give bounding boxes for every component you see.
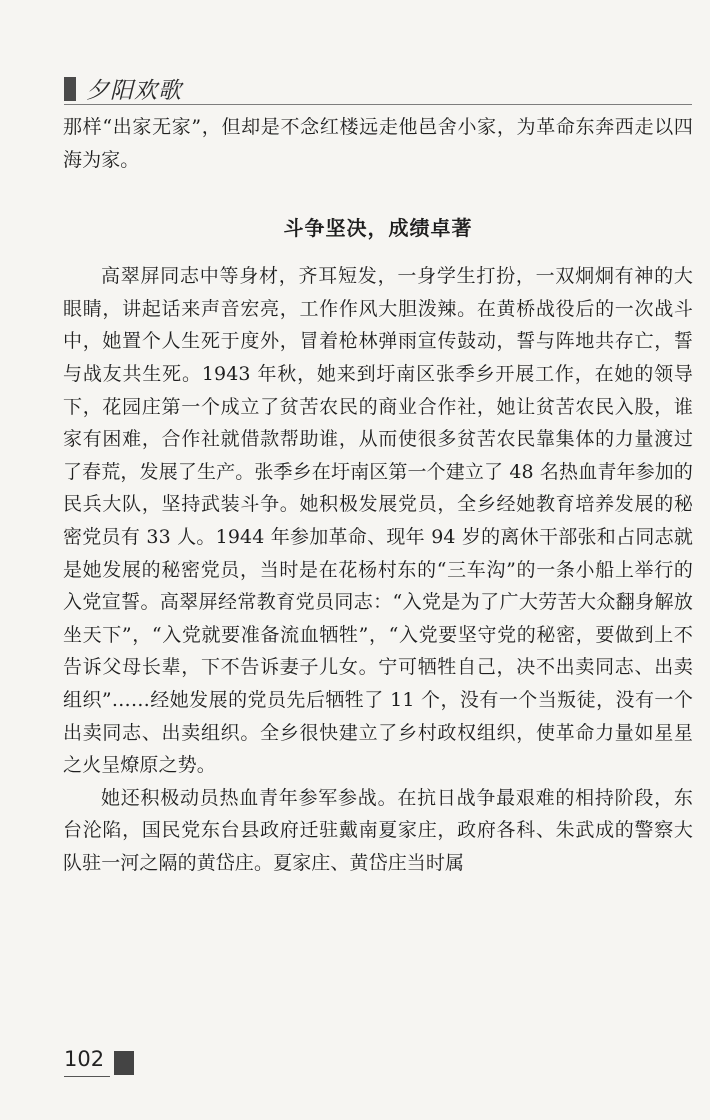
page-number: 102 <box>64 1047 105 1071</box>
footer-marker <box>114 1051 134 1075</box>
header-marker <box>64 77 76 101</box>
page-number-rule <box>64 1076 110 1077</box>
running-header <box>64 70 692 105</box>
section-heading: 斗争坚决，成绩卓著 <box>283 216 473 241</box>
body-paragraph-1: 高翠屏同志中等身材，齐耳短发，一身学生打扮，一双炯炯有神的大眼睛，讲起话来声音宏亮，工作作风大胆泼辣。在黄桥战役后的一次战斗中，她置个人生死于度外，冒着枪林弹雨宣传鼓动，誓与阵地共存亡，誓与战友共生死。1943 年秋，她来到圩南区张季乡开展工作，在她的领导下，花园庄第一个成立了贫苦农民的商业合作社，她让贫苦农民入股，谁家有困难，合作社就借款帮助谁，从而使很多贫苦农民靠集体的力量渡过了春荒，发展了生产。张季乡在圩南区第一个建立了 48 名热血青年参加的民兵大队，坚持武装斗争。她积极发展党员，全乡经她教育培养发展的秘密党员有 33 人。1944 年参加革命、现年 94 岁的离休干部张和占同志就是她发展的秘密党员，当时是在花杨村东的“三车沟”的一条小船上举行的入党宣誓。高翠屏经常教育党员同志：“入党是为了广大劳苦大众翻身解放坐天下”，“入党就要准备流血牺牲”，“入党要坚守党的秘密，要做到上不告诉父母长辈，下不告诉妻子儿女。宁可牺牲自己，决不出卖同志、出卖组织”……经她发展的党员先后牺牲了 11 个，没有一个当叛徒，没有一个出卖同志、出卖组织。全乡很快建立了乡村政权组织，使革命力量如星星之火呈燎原之势。 <box>63 265 693 777</box>
page-body <box>63 111 693 879</box>
body-paragraph-2: 她还积极动员热血青年参军参战。在抗日战争最艰难的相持阶段，东台沦陷，国民党东台县政府迁驻戴南夏家庄，政府各科、朱武成的警察大队驻一河之隔的黄岱庄。夏家庄、黄岱庄当时属 <box>63 786 693 874</box>
page-footer <box>64 1043 144 1083</box>
intro-paragraph: 那样“出家无家”，但却是不念红楼远走他邑舍小家，为革命东奔西走以四海为家。 <box>63 116 693 171</box>
book-title: 夕阳欢歌 <box>86 78 182 104</box>
